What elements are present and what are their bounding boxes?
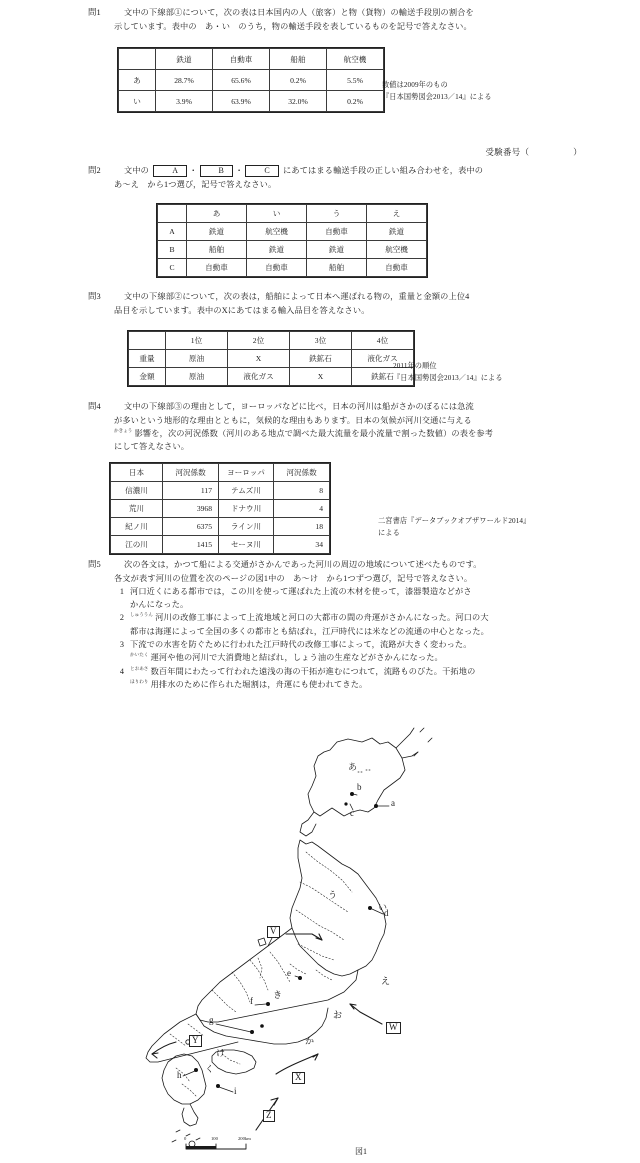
table2-cell: 鉄道 [367,223,427,241]
map-label-i: i [234,1086,237,1096]
sado-island [258,938,266,946]
table4-cell: 6375 [163,518,219,536]
table2-cell: 鉄道 [187,223,247,241]
question-4-text-line-3-main: 影響を，次の河況係数（河川のある地点で調べた最大流量を最小流量で割った数値）の表を参考 [134,428,494,438]
sub-item-4-line-2 [130,678,558,691]
leader-lines [183,794,389,1092]
map-label-h: h [177,1070,182,1080]
table-row [158,223,427,241]
exam-number-field[interactable]: 受験番号（ ） [485,148,582,157]
map-box-label-Z: Z [263,1110,275,1122]
question-5-number: 問5 [88,560,101,569]
table4-cell: テムズ川 [219,482,274,500]
table-row [129,368,414,386]
table2-row-label-C: C [158,259,187,277]
table2-row-label-A: A [158,223,187,241]
list-item [114,611,558,638]
sub-item-4-ruby-1: とおあさ [130,665,149,671]
question-2-text-pre: 文中の [124,166,150,175]
sub-item-2-line-1 [130,611,558,624]
scale-label-end: 200km [238,1136,251,1141]
table3-cell: 液化ガス [352,350,414,368]
table3-cell: 原油 [166,350,228,368]
map-label-f: f [250,996,253,1006]
table2-cell: 航空機 [367,241,427,259]
sub-item-2-ruby: しゅううん [130,612,153,618]
sub-item-3-line-2 [130,651,558,664]
direction-arrows [152,934,382,1130]
sub-item-2-line-2: 都市は海運によって全国の多くの都市とも結ばれ，江戸時代には米などの流通の中心となった。 [130,626,490,636]
figure-caption: 図1 [355,1147,367,1156]
sub-item-2-line-1-main: 河川の改修工事によって上流地域と河口の大都市の間の舟運がさかんになった。河口の大 [155,613,489,623]
table-row [111,500,330,518]
table4-note-line-2: による [378,529,400,538]
question-4-block [88,400,558,453]
table3-header-2: 2位 [228,332,290,350]
table2-cell: 鉄道 [247,241,307,259]
map-label-c: c [350,808,354,818]
table1-header-car: 自動車 [213,49,270,70]
question-5-block [88,558,558,691]
question-4-text-line-4: にして答えなさい。 [114,442,190,452]
table3-note-line-1: 2011年の順位 [393,362,437,370]
table1-cell: 0.2% [327,91,384,112]
table1-corner [119,49,156,70]
table3-header-1: 1位 [166,332,228,350]
table4-cell: 117 [163,482,219,500]
question-2-text-post: にあてはまる輸送手段の正しい組み合わせを，表中の [283,166,484,175]
map-label-ku-hira: く [205,1064,215,1074]
table1-note-line-1: 数値は2009年のもの [382,81,448,89]
question-1-number: 問1 [88,8,101,17]
table4-cell: 信濃川 [111,482,163,500]
question-1-text-line-1: 文中の下線部①について，次の表は日本国内の人（旅客）と物（貨物）の輸送手段別の割合を [124,8,474,17]
map-box-label-W: W [386,1022,401,1034]
kyushu-south [182,1104,198,1126]
question-2-number: 問2 [88,166,101,175]
table3-cell: 原油 [166,368,228,386]
table3-cell: 鉄鉱石 [352,368,414,386]
answer-box-b: B [200,165,234,177]
table2-cell: 鉄道 [307,241,367,259]
table3-source-note [393,360,503,384]
table-row [119,91,384,112]
table4-cell: ライン川 [219,518,274,536]
table4-source-note [378,515,568,539]
import-ranking-table [128,331,414,386]
table1-cell: 28.7% [156,70,213,91]
table4-cell: 江の川 [111,536,163,554]
sub-item-3-text [130,638,558,665]
sub-item-4-ruby-2: ほりわり [130,678,149,684]
table4-header-coef-jp: 河況係数 [163,464,219,482]
sub-item-3-ruby: かいたく [130,652,149,658]
table-row [119,70,384,91]
table-row [158,259,427,277]
table3-cell: X [228,350,290,368]
question-2-line-1 [88,164,558,178]
question-1-line-1 [88,6,558,20]
table1-header-air: 航空機 [327,49,384,70]
sub-item-3-number: 3 [119,640,125,650]
table2-row-label-B: B [158,241,187,259]
table1-cell: 63.9% [213,91,270,112]
kurile-islets [414,728,432,756]
question-5-line-1 [88,558,558,572]
sub-item-1-text [130,585,558,612]
table4-cell: 34 [274,536,330,554]
question-4-text-line-3 [114,427,558,440]
sub-item-3-line-1: 下流での水害を防ぐために行われた江戸時代の改修工事によって，流路が大きく変わった。 [130,640,472,650]
table3-corner [129,332,166,350]
table-row [111,464,330,482]
list-item [114,665,558,692]
question-5-text-line-1: 次の各文は，かつて船による交通がさかんであった河川の周辺の地域について述べたものです。 [124,560,482,569]
kyushu-outline [162,1054,206,1104]
map-label-e: e [287,968,291,978]
table3-row-label-amount: 金額 [129,368,166,386]
question-4-text-line-1: 文中の下線部③の理由として，ヨーロッパなどに比べ，日本の河川は船がさかのぼるには急流 [124,402,474,411]
river-coefficient-table [110,463,330,554]
question-3-line-1 [88,290,558,304]
table-row [129,332,414,350]
sub-item-3-line-2-main: 運河や他の河川で大消費地と結ばれ，しょう油の生産などがさかんになった。 [150,653,443,663]
table-row [111,536,330,554]
table4-cell: 18 [274,518,330,536]
question-1-block [88,6,558,33]
map-label-u-hira: う [328,890,338,900]
table4-cell: 8 [274,482,330,500]
answer-box-a: A [153,165,187,177]
question-2-block [88,164,558,191]
table4-header-japan: 日本 [111,464,163,482]
map-label-a-hira: あ [348,762,358,772]
table4-header-europe: ヨーロッパ [219,464,274,482]
transport-share-table [118,48,384,112]
table4-cell: 3968 [163,500,219,518]
table4-cell: 1415 [163,536,219,554]
map-box-label-V: V [267,926,280,938]
hokkaido-oshima [300,812,316,836]
table4-cell: 荒川 [111,500,163,518]
table3-note-line-2: 『日本国勢図会2013／14』による [393,374,503,383]
table2-cell: 船舶 [307,259,367,277]
scale-label-zero: 0 [184,1136,187,1141]
table-row [158,205,427,223]
japan-map-figure [0,712,640,1163]
table-row [129,350,414,368]
hokkaido-nemuro [402,752,418,758]
hokkaido-dots [358,770,370,772]
sub-item-1-line-1: 河口近くにある都市では，この川を使って運ばれた上流の木材を使って，漆器製造などがさ [130,586,472,596]
map-label-ki-hira: き [273,990,283,1000]
table4-header-coef-eu: 河況係数 [274,464,330,482]
table-row [111,482,330,500]
table3-header-4: 4位 [352,332,414,350]
question-4-ruby: かきょう [114,427,133,433]
table3-cell: 液化ガス [228,368,290,386]
sub-item-2-text [130,611,558,638]
table2-header-a: あ [187,205,247,223]
table1-cell: 32.0% [270,91,327,112]
question-4-line-1 [88,400,558,414]
table-row [111,518,330,536]
table4-cell: 紀ノ川 [111,518,163,536]
table2-header-i: い [247,205,307,223]
question-2-text-line-2: あ～え から1つ選び，記号で答えなさい。 [114,179,277,189]
japan-map-svg [0,712,640,1163]
question-3-block [88,290,558,317]
sub-item-4-number: 4 [119,666,125,676]
table1-cell: 5.5% [327,70,384,91]
table2-cell: 航空機 [247,223,307,241]
table2-cell: 自動車 [307,223,367,241]
table4-note-line-1: 二宮書店『データブックオブザワールド2014』 [378,517,531,525]
transport-combination-table [157,204,427,277]
table4-cell: セーヌ川 [219,536,274,554]
map-label-d: d [384,908,389,918]
table2-header-e: え [367,205,427,223]
map-label-i-hira: い [378,902,388,912]
list-item [114,638,558,665]
table1-row-label-a: あ [119,70,156,91]
question-3-text-line-1: 文中の下線部②について，次の表は，船舶によって日本へ運ばれる物の，重量と金額の上位4 [124,292,470,301]
table1-row-label-i: い [119,91,156,112]
table2-header-u: う [307,205,367,223]
map-label-ka-hira: か [305,1036,315,1046]
table4-cell: 4 [274,500,330,518]
map-label-g: g [209,1015,214,1025]
table1-header-rail: 鉄道 [156,49,213,70]
question-4-text-line-2: が多いという地形的な理由とともに，気候的な理由もあります。日本の気候が河川交通に与える [114,415,472,425]
prefecture-boundaries [170,852,352,1096]
question-5-text-line-2: 各文が表す河川の位置を次のページの図1中の あ～け から1つずつ選び，記号で答えなさい。 [114,573,473,583]
table1-note-line-2: 『日本国勢図会2013／14』による [382,93,492,102]
map-label-b: b [357,782,362,792]
table1-cell: 3.9% [156,91,213,112]
sub-item-2-number: 2 [119,613,125,623]
table4-cell: ドナウ川 [219,500,274,518]
sub-item-4-line-2-main: 用排水のために作られた堀割は，舟運にも使われてきた。 [150,679,368,689]
map-label-a: a [391,798,395,808]
hokkaido-shiretoko [396,728,414,748]
map-label-ke-hira: け [216,1048,226,1058]
map-box-label-Y: Y [189,1035,202,1047]
list-item [114,585,558,612]
question-1-text-line-2: 示しています。表中の あ・い のうち，物の輸送手段を表しているものを記号で答えなさい。 [114,21,472,31]
sub-item-1-line-2: かんになった。 [130,600,189,610]
question-3-text-line-2: 品目を示しています。表中のXにあてはまる輸入品目を答えなさい。 [114,305,370,315]
table-row [119,49,384,70]
answer-box-c: C [245,165,279,177]
question-4-number: 問4 [88,402,101,411]
table1-cell: 0.2% [270,70,327,91]
table2-corner [158,205,187,223]
question-2-text-line-1: 文中の A ・ B ・ C にあてはまる輸送手段の正しい組み合わせを，表中の [114,164,558,177]
sub-item-1-number: 1 [119,586,125,596]
table3-cell: X [290,368,352,386]
table1-header-ship: 船舶 [270,49,327,70]
question-3-number: 問3 [88,292,101,301]
table3-row-label-weight: 重量 [129,350,166,368]
scale-label-mid: 100 [211,1136,218,1141]
table2-cell: 船舶 [187,241,247,259]
sub-item-4-line-1-main: 数百年間にわたって行われた遠浅の海の干拓が進むにつれて，流路ものびた。干拓地の [150,666,476,676]
sub-item-4-text [130,665,558,692]
table3-cell: 鉄鉱石 [290,350,352,368]
map-label-o-hira: お [333,1010,343,1020]
table2-cell: 自動車 [367,259,427,277]
table2-cell: 自動車 [187,259,247,277]
map-label-e-hira: え [381,976,391,986]
table2-cell: 自動車 [247,259,307,277]
table-row [158,241,427,259]
map-box-label-X: X [292,1072,305,1084]
table1-cell: 65.6% [213,70,270,91]
table1-source-note [382,79,492,103]
table3-header-3: 3位 [290,332,352,350]
sub-item-4-line-1 [130,665,558,678]
